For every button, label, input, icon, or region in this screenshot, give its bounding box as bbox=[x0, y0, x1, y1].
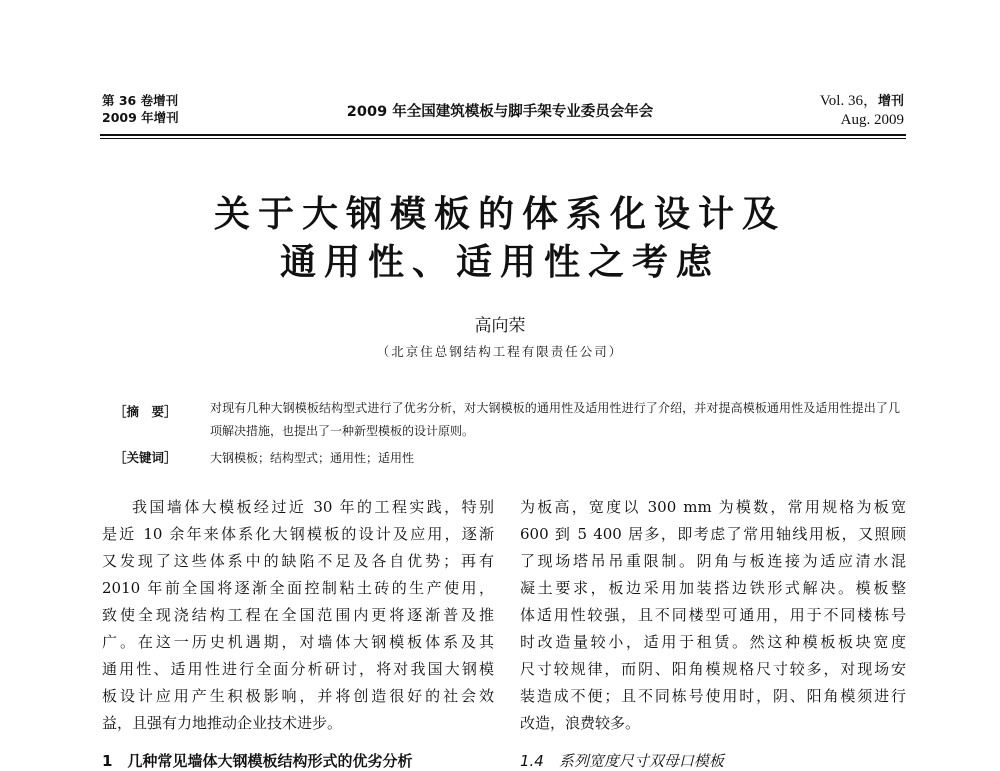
date-en: Aug. 2009 bbox=[840, 112, 904, 128]
body-column-left bbox=[102, 494, 494, 737]
journal-volume-en-block bbox=[820, 92, 904, 129]
header-rule bbox=[100, 134, 906, 139]
text-line: 又发现了这些体系中的缺陷不足及各自优势；再有 bbox=[102, 552, 494, 570]
issue-en: 增刊 bbox=[877, 94, 904, 109]
text-line: 体适用性较强，且不同楼型可通用，用于不同楼栋号 bbox=[520, 606, 906, 624]
text-line: 益，且强有力地推动企业技术进步。 bbox=[102, 714, 343, 732]
abstract-text: 对现有几种大钢模板结构型式进行了优劣分析，对大钢模板的通用性及适用性进行了介绍，并对提高模板通用性及适用性提出了几项解决措施，也提出了一种新型模板的设计原则。 bbox=[210, 401, 900, 438]
volume-en: Vol. 36， bbox=[819, 93, 878, 109]
paper-title-line-1: 关于大钢模板的体系化设计及 bbox=[213, 193, 786, 235]
keywords-label: ［关键词］ bbox=[114, 450, 177, 465]
text-line: 为板高，宽度以 300 mm 为模数，常用规格为板宽 bbox=[520, 498, 906, 516]
text-line: 广。在这一历史机遇期，对墙体大钢模板体系及其 bbox=[102, 633, 494, 651]
text-line: 通用性、适用性进行全面分析研讨，将对我国大钢模 bbox=[102, 660, 494, 678]
text-line: 时改造量较小，适用于租赁。然这种模板板块宽度 bbox=[520, 633, 906, 651]
abstract-label: ［摘 要］ bbox=[114, 404, 177, 419]
text-line: 600 到 5 400 居多，即考虑了常用轴线用板，又照顾 bbox=[520, 525, 906, 543]
text-line: 2010 年前全国将逐渐全面控制粘土砖的生产使用， bbox=[102, 579, 494, 597]
text-line: 凝土要求，板边采用加装搭边铁形式解决。模板整 bbox=[520, 579, 906, 597]
text-line: 了现场塔吊吊重限制。阴角与板连接为适应清水混 bbox=[520, 552, 906, 570]
section-heading-1-4: 1.4 系列宽度尺寸双母口模板 bbox=[520, 752, 724, 770]
text-line: 致使全现浇结构工程在全国范围内更将逐渐普及推 bbox=[102, 606, 494, 624]
body-column-right bbox=[520, 494, 906, 737]
author-affiliation: （北京住总钢结构工程有限责任公司） bbox=[376, 344, 624, 359]
journal-year: 2009 年增刊 bbox=[102, 110, 179, 125]
text-line: 尺寸较规律，而阴、阳角模规格尺寸较多，对现场安 bbox=[520, 660, 906, 678]
keywords-text: 大钢模板；结构型式；通用性；适用性 bbox=[210, 451, 415, 465]
text-line: 我国墙体大模板经过近 30 年的工程实践，特别 bbox=[132, 498, 494, 516]
paper-title-line-2: 通用性、适用性之考虑 bbox=[279, 241, 720, 283]
text-line: 板设计应用产生积极影响，并将创造很好的社会效 bbox=[102, 687, 494, 705]
text-line: 是近 10 余年来体系化大钢模板的设计及应用，逐渐 bbox=[102, 525, 494, 543]
text-line: 装造成不便；且不同栋号使用时，阴、阳角模须进行 bbox=[520, 687, 906, 705]
journal-volume: 第 36 卷增刊 bbox=[102, 93, 179, 108]
author-name: 高向荣 bbox=[474, 316, 526, 336]
text-line: 改造，浪费较多。 bbox=[520, 714, 641, 732]
section-heading-1: 1 几种常见墙体大钢模板结构形式的优劣分析 bbox=[102, 752, 413, 770]
conference-name: 2009 年全国建筑模板与脚手架专业委员会年会 bbox=[346, 104, 654, 120]
